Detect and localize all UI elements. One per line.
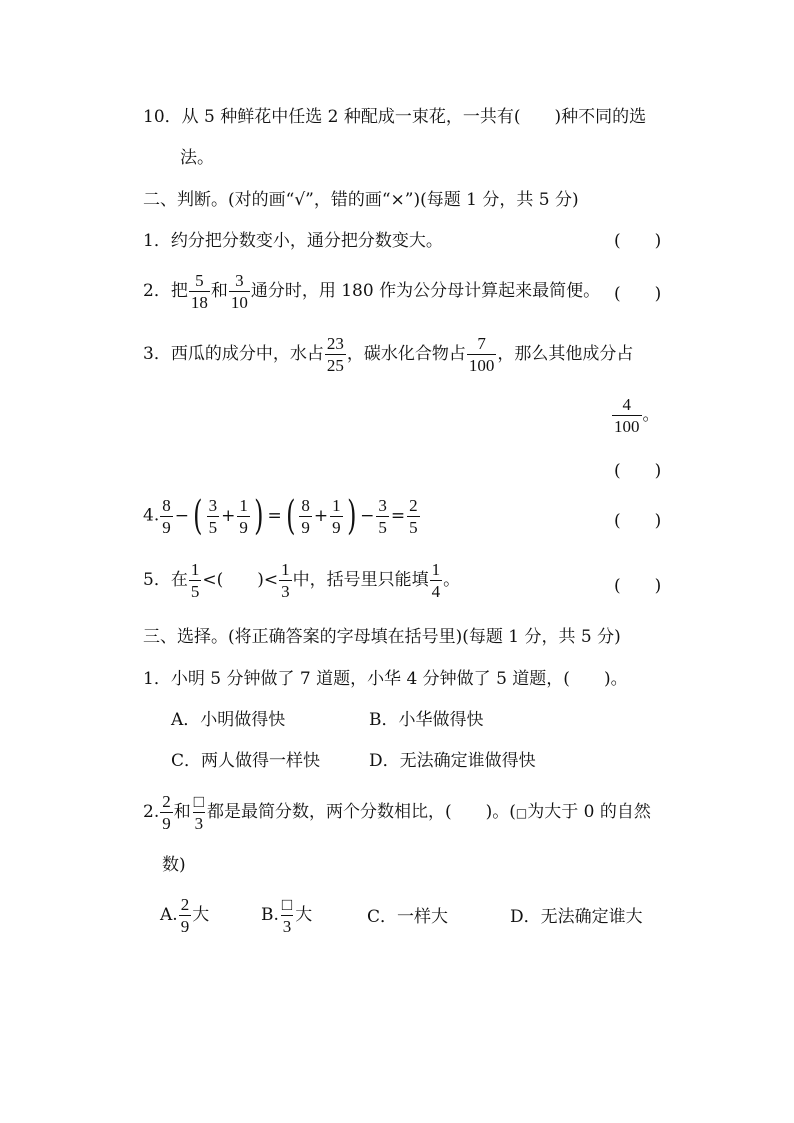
q10-line1: 10．从 5 种鲜花中任选 2 种配成一束花，一共有( )种不同的选 (143, 107, 647, 127)
fraction: $\frac{23}{25}$ (326, 334, 344, 375)
j3-end: 。 (642, 405, 660, 425)
j4-num: 4. (143, 505, 160, 526)
fraction: $\frac{2}{9}$ (180, 895, 190, 936)
left-paren: ( (285, 493, 296, 539)
j2-mid: 和 (210, 281, 228, 301)
option-letter: A. (160, 905, 178, 925)
c2-mid: 和 (173, 802, 191, 822)
choice-2-cont: 数) (162, 855, 186, 875)
choice-2 (143, 793, 651, 832)
fraction: $\frac{3}{10}$ (230, 271, 248, 312)
answer-paren-j1[interactable]: ( ) (614, 231, 662, 251)
j3-mid: ，碳水化合物占 (346, 344, 466, 364)
fraction-box: $\frac{□}{3}$ (281, 895, 293, 936)
section2-title: 二、判断。(对的画“√”，错的画“×”)(每题 1 分，共 5 分) (143, 190, 579, 210)
judge-2 (143, 272, 600, 311)
fraction: $\frac{1}{5}$ (190, 560, 200, 601)
choice-1-option-b[interactable]: B．小华做得快 (369, 710, 484, 730)
judge-5 (143, 561, 460, 600)
option-text: 大 (295, 905, 313, 925)
fraction: $\frac{3}{5}$ (378, 495, 387, 537)
equals-sign: = (267, 505, 282, 526)
c2-text2: 为大于 0 的自然 (527, 802, 651, 822)
j3-prefix: 3．西瓜的成分中，水占 (143, 344, 324, 364)
fraction: $\frac{8}{9}$ (301, 495, 310, 537)
right-paren: ) (253, 493, 264, 539)
fraction: $\frac{2}{5}$ (409, 495, 418, 537)
c2-text: 都是最简分数，两个分数相比，( )。( (207, 802, 516, 822)
option-letter: B. (261, 905, 279, 925)
fraction: $\frac{1}{3}$ (281, 560, 290, 601)
j2-suffix: 通分时，用 180 作为公分母计算起来最简便。 (250, 281, 601, 301)
minus-sign: − (360, 505, 375, 526)
right-paren: ) (346, 493, 357, 539)
judge-1: 1．约分把分数变小，通分把分数变大。 (143, 231, 443, 251)
option-text: 大 (192, 905, 210, 925)
plus-sign: + (313, 505, 329, 526)
judge-4 (143, 493, 421, 539)
j5-lt: <( )< (202, 570, 279, 590)
choice-2-option-c[interactable]: C．一样大 (367, 907, 449, 927)
choice-2-option-d[interactable]: D．无法确定谁大 (510, 907, 643, 927)
section3-title: 三、选择。(将正确答案的字母填在括号里)(每题 1 分，共 5 分) (143, 627, 621, 647)
choice-2-option-a[interactable] (160, 896, 209, 935)
j2-prefix: 2．把 (143, 281, 188, 301)
c2-num: 2. (143, 802, 160, 822)
choice-2-option-b[interactable] (261, 896, 312, 935)
answer-paren-j2[interactable]: ( ) (614, 284, 662, 304)
j3-suffix: ，那么其他成分占 (497, 344, 634, 364)
choice-1-option-c[interactable]: C．两人做得一样快 (171, 751, 321, 771)
fraction: $\frac{5}{18}$ (190, 271, 208, 312)
j5-end: 。 (443, 570, 461, 590)
choice-1-option-d[interactable]: D．无法确定谁做得快 (369, 751, 536, 771)
answer-paren-j3[interactable]: ( ) (614, 461, 662, 481)
judge-3 (143, 335, 633, 374)
fraction: $\frac{2}{9}$ (162, 792, 171, 833)
j5-mid: 中，括号里只能填 (292, 570, 429, 590)
equals-sign: = (390, 505, 406, 526)
judge-3-cont (611, 396, 660, 435)
left-paren: ( (193, 493, 203, 539)
fraction: $\frac{1}{9}$ (332, 495, 341, 537)
choice-1: 1．小明 5 分钟做了 7 道题，小华 4 分钟做了 5 道题，( )。 (143, 669, 628, 689)
fraction: $\frac{1}{9}$ (239, 495, 248, 537)
blank-box-icon: □ (515, 806, 528, 820)
answer-paren-j5[interactable]: ( ) (614, 576, 662, 596)
plus-sign: + (221, 505, 236, 526)
j5-prefix: 5．在 (143, 570, 188, 590)
fraction: $\frac{7}{100}$ (468, 334, 495, 375)
q10-line2: 法。 (180, 148, 214, 168)
answer-paren-j4[interactable]: ( ) (614, 511, 662, 531)
fraction: $\frac{8}{9}$ (162, 495, 171, 537)
minus-sign: − (174, 505, 189, 526)
fraction: $\frac{4}{100}$ (614, 395, 640, 436)
choice-1-option-a[interactable]: A．小明做得快 (171, 710, 286, 730)
fraction-box: $\frac{□}{3}$ (193, 792, 205, 833)
fraction: $\frac{1}{4}$ (431, 560, 441, 601)
fraction: $\frac{3}{5}$ (208, 495, 218, 537)
